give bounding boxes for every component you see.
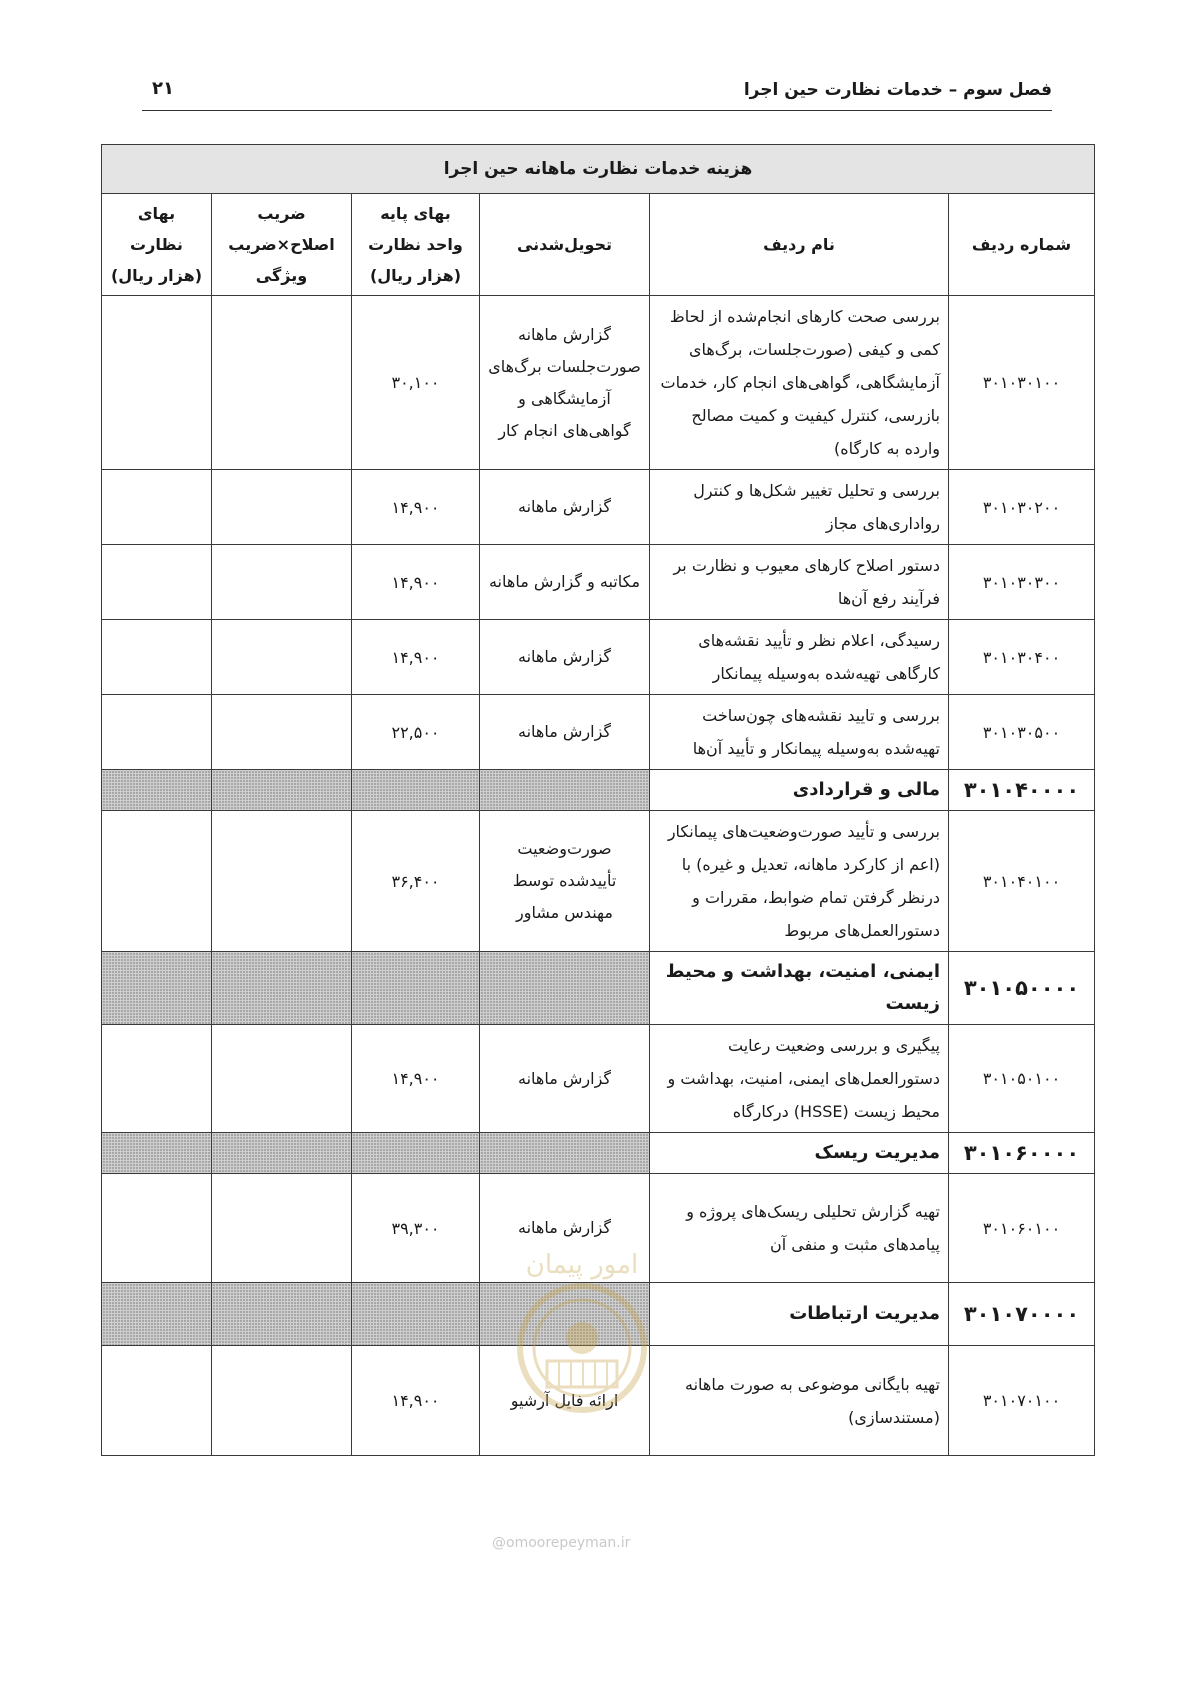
shaded-cell [102, 770, 212, 811]
row-name: بررسی و تحلیل تغییر شکل‌ها و کنترل رواداری‌های مجاز [650, 470, 949, 545]
section-name: مدیریت ریسک [650, 1133, 949, 1174]
row-supervision-price [102, 1346, 212, 1456]
table-row [102, 1025, 1095, 1133]
section-code: ۳۰۱۰۵۰۰۰۰ [949, 952, 1095, 1025]
row-coefficient [212, 1025, 352, 1133]
table-title-row [102, 145, 1095, 194]
section-name: مدیریت ارتباطات [650, 1283, 949, 1346]
table-row [102, 545, 1095, 620]
table-row [102, 620, 1095, 695]
row-coefficient [212, 620, 352, 695]
row-deliverable: گزارش ماهانه [480, 695, 650, 770]
column-header-row [102, 194, 1095, 296]
row-base-price: ۲۲,۵۰۰ [352, 695, 480, 770]
row-deliverable: گزارش ماهانه [480, 470, 650, 545]
section-row-hse [102, 952, 1095, 1025]
col-row-number: شماره ردیف [949, 194, 1095, 296]
row-base-price: ۳۹,۳۰۰ [352, 1174, 480, 1283]
row-name: بررسی و تایید نقشه‌های چون‌ساخت تهیه‌شده به‌وسیله پیمانکار و تأیید آن‌ها [650, 695, 949, 770]
row-supervision-price [102, 1174, 212, 1283]
row-code: ۳۰۱۰۳۰۴۰۰ [949, 620, 1095, 695]
row-base-price: ۱۴,۹۰۰ [352, 545, 480, 620]
row-coefficient [212, 695, 352, 770]
section-code: ۳۰۱۰۷۰۰۰۰ [949, 1283, 1095, 1346]
row-code: ۳۰۱۰۳۰۲۰۰ [949, 470, 1095, 545]
watermark-logo-icon [487, 1243, 677, 1433]
row-deliverable: مکاتبه و گزارش ماهانه [480, 545, 650, 620]
row-supervision-price [102, 470, 212, 545]
shaded-cell [352, 770, 480, 811]
table-row [102, 470, 1095, 545]
row-code: ۳۰۱۰۴۰۱۰۰ [949, 811, 1095, 952]
row-deliverable: گزارش ماهانه صورت‌جلسات برگ‌های آزمایشگاهی و گواهی‌های انجام کار [480, 296, 650, 470]
row-deliverable: ارائه فایل آرشیو [480, 1346, 650, 1456]
shaded-cell [480, 952, 650, 1025]
shaded-cell [212, 770, 352, 811]
row-supervision-price [102, 1025, 212, 1133]
row-coefficient [212, 296, 352, 470]
row-name: تهیه بایگانی موضوعی به صورت ماهانه (مستندسازی) [650, 1346, 949, 1456]
section-code: ۳۰۱۰۴۰۰۰۰ [949, 770, 1095, 811]
shaded-cell [102, 1133, 212, 1174]
shaded-cell [212, 1283, 352, 1346]
table-row [102, 296, 1095, 470]
row-code: ۳۰۱۰۵۰۱۰۰ [949, 1025, 1095, 1133]
watermark-logo-text: امور پیمان [525, 1250, 639, 1280]
row-deliverable: گزارش ماهانه [480, 1174, 650, 1283]
row-coefficient [212, 811, 352, 952]
row-supervision-price [102, 296, 212, 470]
row-base-price: ۱۴,۹۰۰ [352, 470, 480, 545]
shaded-cell [102, 952, 212, 1025]
col-coefficient: ضریب اصلاح×ضریب ویژگی [212, 194, 352, 296]
col-supervision-price: بهای نظارت (هزار ریال) [102, 194, 212, 296]
row-code: ۳۰۱۰۳۰۱۰۰ [949, 296, 1095, 470]
section-name: ایمنی، امنیت، بهداشت و محیط زیست [650, 952, 949, 1025]
row-base-price: ۱۴,۹۰۰ [352, 620, 480, 695]
section-row-finance [102, 770, 1095, 811]
chapter-title: فصل سوم – خدمات نظارت حین اجرا [743, 80, 1052, 100]
section-name: مالی و قراردادی [650, 770, 949, 811]
row-name: رسیدگی، اعلام نظر و تأیید نقشه‌های کارگاهی تهیه‌شده به‌وسیله پیمانکار [650, 620, 949, 695]
row-code: ۳۰۱۰۳۰۵۰۰ [949, 695, 1095, 770]
row-deliverable: گزارش ماهانه [480, 1025, 650, 1133]
row-base-price: ۳۶,۴۰۰ [352, 811, 480, 952]
row-code: ۳۰۱۰۷۰۱۰۰ [949, 1346, 1095, 1456]
row-supervision-price [102, 811, 212, 952]
page-header [142, 66, 1052, 111]
row-name: تهیه گزارش تحلیلی ریسک‌های پروژه و پیامدهای مثبت و منفی آن [650, 1174, 949, 1283]
row-name: دستور اصلاح کارهای معیوب و نظارت بر فرآیند رفع آن‌ها [650, 545, 949, 620]
row-code: ۳۰۱۰۶۰۱۰۰ [949, 1174, 1095, 1283]
section-row-risk [102, 1133, 1095, 1174]
row-supervision-price [102, 620, 212, 695]
table-row [102, 695, 1095, 770]
section-code: ۳۰۱۰۶۰۰۰۰ [949, 1133, 1095, 1174]
row-code: ۳۰۱۰۳۰۳۰۰ [949, 545, 1095, 620]
shaded-cell [480, 1133, 650, 1174]
table-row [102, 811, 1095, 952]
shaded-cell [352, 952, 480, 1025]
row-supervision-price [102, 695, 212, 770]
shaded-cell [480, 770, 650, 811]
row-coefficient [212, 1346, 352, 1456]
row-name: بررسی صحت کارهای انجام‌شده از لحاظ کمی و کیفی (صورت‌جلسات، برگ‌های آزمایشگاهی، گواهی‌های انجام کار، خدمات بازرسی، کنترل کیفیت و کمیت مصالح وارده به کارگاه) [650, 296, 949, 470]
shaded-cell [212, 1133, 352, 1174]
shaded-cell [352, 1283, 480, 1346]
row-name: بررسی و تأیید صورت‌وضعیت‌های پیمانکار (اعم از کارکرد ماهانه، تعدیل و غیره) با درنظر گرفتن تمام ضوابط، مقررات و دستورالعمل‌های مربوط [650, 811, 949, 952]
row-base-price: ۱۴,۹۰۰ [352, 1025, 480, 1133]
shaded-cell [102, 1283, 212, 1346]
col-base-price: بهای پایه واحد نظارت (هزار ریال) [352, 194, 480, 296]
table-title: هزینه خدمات نظارت ماهانه حین اجرا [102, 145, 1095, 194]
col-deliverable: تحویل‌شدنی [480, 194, 650, 296]
row-name: پیگیری و بررسی وضعیت رعایت دستورالعمل‌های ایمنی، امنیت، بهداشت و محیط زیست (HSSE) درکارگاه [650, 1025, 949, 1133]
row-coefficient [212, 545, 352, 620]
shaded-cell [352, 1133, 480, 1174]
row-base-price: ۳۰,۱۰۰ [352, 296, 480, 470]
row-supervision-price [102, 545, 212, 620]
page-number: ۲۱ [152, 78, 174, 99]
row-coefficient [212, 1174, 352, 1283]
row-deliverable: گزارش ماهانه [480, 620, 650, 695]
row-deliverable: صورت‌وضعیت تأییدشده توسط مهندس مشاور [480, 811, 650, 952]
row-coefficient [212, 470, 352, 545]
row-base-price: ۱۴,۹۰۰ [352, 1346, 480, 1456]
col-row-name: نام ردیف [650, 194, 949, 296]
shaded-cell [212, 952, 352, 1025]
watermark-url: @omoorepeyman.ir [492, 1535, 631, 1551]
